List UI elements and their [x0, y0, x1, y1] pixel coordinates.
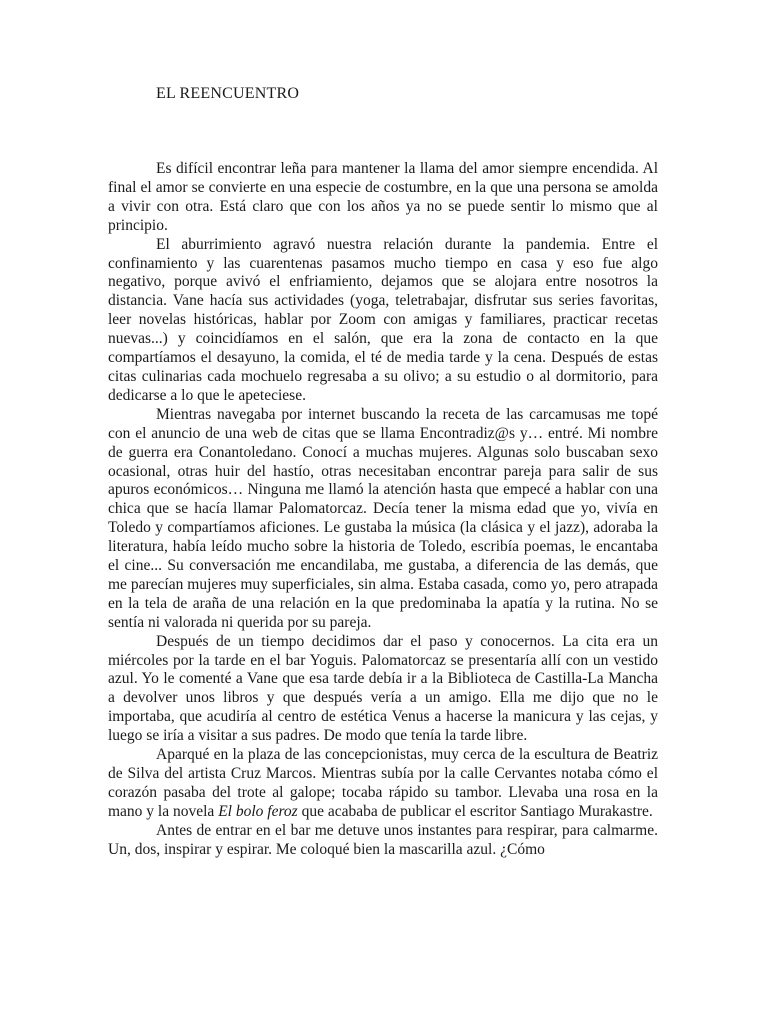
paragraph — [108, 746, 658, 822]
book-title: El bolo feroz — [218, 802, 298, 820]
document-body — [108, 160, 658, 860]
paragraph: Es difícil encontrar leña para mantener la llama del amor siempre encendida. Al final el amor se convierte en una especie de costumbre, en la que una persona se amolda a vivir con otra. Está claro que con los años ya no se puede sentir lo mismo que al principio. — [108, 160, 658, 234]
paragraph: El aburrimiento agravó nuestra relación durante la pandemia. Entre el confinamiento y las cuarentenas pasamos mucho tiempo en casa y eso fue algo negativo, porque avivó el enfriamiento, dejamos que se alojara entre nosotros la distancia. Vane hacía sus actividades (yoga, teletrabajar, disfrutar sus series favoritas, leer novelas históricas, hablar por Zoom con amigas y familiares, practicar recetas nuevas...) y coincidíamos en el salón, que era la zona de contacto en la que compartíamos el desayuno, la comida, el té de media tarde y la cena. Después de estas citas culinarias cada mochuelo regresaba a su olivo; a su estudio o al dormitorio, para dedicarse a lo que le apeteciese. — [108, 235, 658, 404]
paragraph-text: Aparqué en la plaza de las concepcionistas, muy cerca de la escultura de Beatriz de Silva del artista Cruz Marcos. Mientras subía por la calle Cervantes notaba cómo el corazón pasaba del trote al galope; tocaba rápido su tambor. Llevaba una rosa en la mano y la novela — [108, 746, 658, 820]
paragraph: Después de un tiempo decidimos dar el paso y conocernos. La cita era un miércoles por la tarde en el bar Yoguis. Palomatorcaz se presentaría allí con un vestido azul. Yo le comenté a Vane que esa tarde debía ir a la Biblioteca de Castilla-La Mancha a devolver unos libros y que después vería a un amigo. Ella me dijo que no le importaba, que acudiría al centro de estética Venus a hacerse la manicura y las cejas, y luego se iría a visitar a sus padres. De modo que tenía la tarde libre. — [108, 632, 658, 745]
paragraph: Mientras navegaba por internet buscando la receta de las carcamusas me topé con el anuncio de una web de citas que se llama Encontradiz@s y… entré. Mi nombre de guerra era Conantoledano. Conocí a muchas mujeres. Algunas solo buscaban sexo ocasional, otras huir del hastío, otras necesitaban encontrar pareja para salir de sus apuros económicos… Ninguna me llamó la atención hasta que empecé a hablar con una chica que se hacía llamar Palomatorcaz. Decía tener la misma edad que yo, vivía en Toledo y compartíamos aficiones. Le gustaba la música (la clásica y el jazz), adoraba la literatura, había leído mucho sobre la historia de Toledo, escribía poemas, le encantaba el cine... Su conversación me encandilaba, me gustaba, a diferencia de las demás, que me parecían mujeres muy superficiales, sin alma. Estaba casada, como yo, pero atrapada en la tela de araña de una relación en la que predominaba la apatía y la rutina. No se sentía ni valorada ni querida por su pareja. — [108, 405, 658, 631]
document-title: EL REENCUENTRO — [156, 85, 300, 102]
paragraph: Antes de entrar en el bar me detuve unos instantes para respirar, para calmarme. Un, dos, inspirar y espirar. Me coloqué bien la mascarilla azul. ¿Cómo — [108, 821, 658, 858]
paragraph-text: que acababa de publicar el escritor Santiago Murakastre. — [297, 802, 653, 820]
document-page — [108, 84, 658, 860]
